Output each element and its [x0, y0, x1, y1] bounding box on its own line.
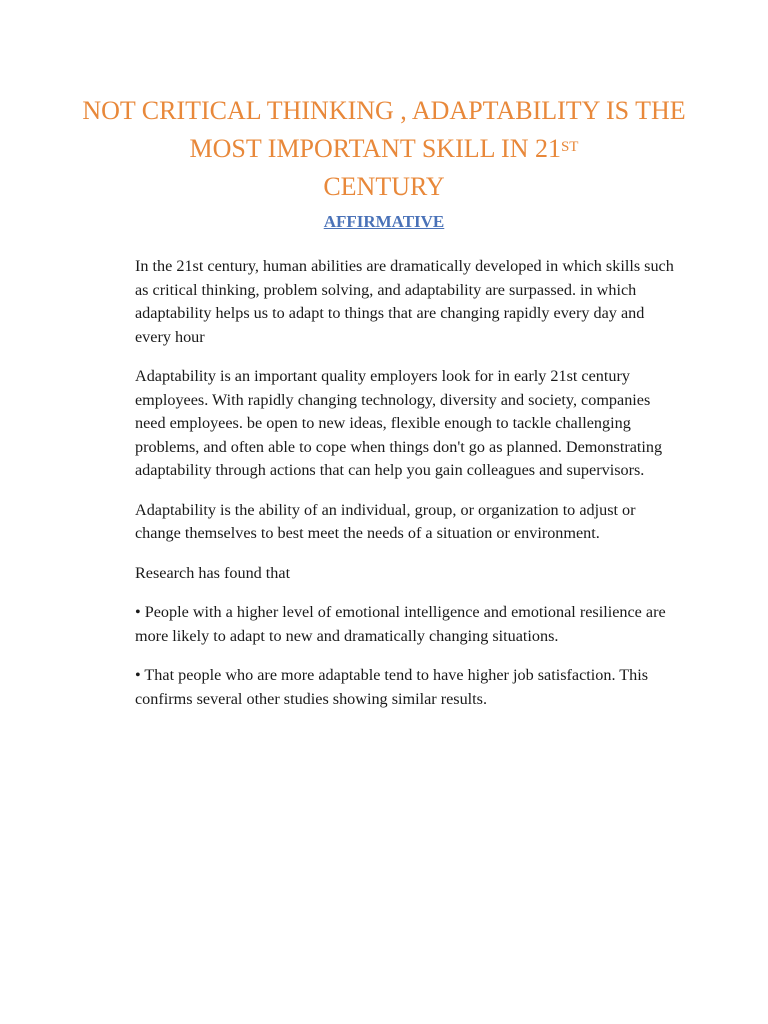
paragraph-definition: Adaptability is the ability of an individual, group, or organization to adjust or change themselves to best meet the needs of a situation or environment. [135, 500, 636, 542]
paragraph-employers: Adaptability is an important quality employers look for in early 21st century employees. With rapidly changing technology, diversity and society, companies need employees. be open to new ideas, flexible enough to tackle challenging problems, and often able to cope when things don't go as planned. Demonstrating adaptability through actions that can help you gain colleagues and supervisors. [135, 367, 663, 479]
bullet-job-satisfaction: • That people who are more adaptable tend to have higher job satisfaction. This confirms several other studies showing similar results. [135, 666, 649, 708]
paragraph-intro: In the 21st century, human abilities are dramatically developed in which skills such as critical thinking, problem solving, and adaptability are surpassed. in which adaptability helps us to adapt to things that are changing rapidly every day and every hour [135, 257, 674, 346]
document-title [80, 92, 688, 206]
title-main: NOT CRITICAL THINKING , ADAPTABILITY IS THE MOST IMPORTANT SKILL IN 21 [82, 96, 686, 163]
title-superscript: ST [560, 139, 579, 155]
document-body [135, 255, 680, 727]
document-subtitle: AFFIRMATIVE [323, 212, 445, 231]
bullet-emotional-intelligence: • People with a higher level of emotional intelligence and emotional resilience are more likely to adapt to new and dramatically changing situations. [135, 603, 666, 645]
title-end: CENTURY [323, 172, 445, 201]
paragraph-research: Research has found that [135, 563, 291, 582]
